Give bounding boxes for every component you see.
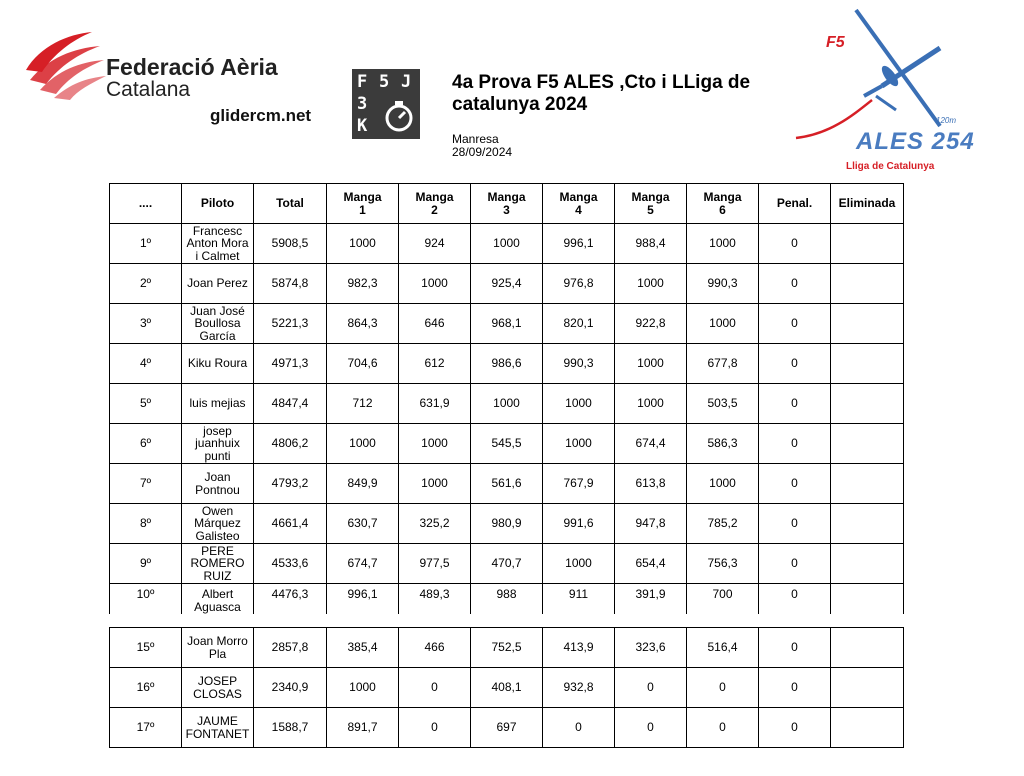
penalty-cell: 0: [759, 708, 831, 748]
manga-cell: 0: [615, 708, 687, 748]
column-header: Manga 1: [327, 184, 399, 224]
manga-cell: 503,5: [687, 384, 759, 424]
position-cell: 7º: [110, 464, 182, 504]
total-cell: 2340,9: [254, 668, 327, 708]
manga-cell: 586,3: [687, 424, 759, 464]
manga-cell: 654,4: [615, 544, 687, 584]
manga-cell: 1000: [615, 384, 687, 424]
position-cell: 16º: [110, 668, 182, 708]
manga-cell: 1000: [615, 344, 687, 384]
position-cell: 1º: [110, 224, 182, 264]
manga-cell: 674,4: [615, 424, 687, 464]
manga-cell: 1000: [471, 384, 543, 424]
manga-cell: 1000: [399, 464, 471, 504]
manga-cell: 704,6: [327, 344, 399, 384]
manga-cell: 1000: [327, 424, 399, 464]
venue-block: [452, 133, 512, 159]
position-cell: 8º: [110, 504, 182, 544]
manga-cell: 516,4: [687, 628, 759, 668]
manga-cell: 1000: [687, 304, 759, 344]
position-cell: 17º: [110, 708, 182, 748]
manga-cell: 325,2: [399, 504, 471, 544]
eliminated-cell: [831, 344, 904, 384]
manga-cell: 1000: [687, 224, 759, 264]
manga-cell: 976,8: [543, 264, 615, 304]
pilot-cell: Owen Márquez Galisteo: [182, 504, 254, 544]
manga-cell: 466: [399, 628, 471, 668]
position-cell: 15º: [110, 628, 182, 668]
manga-cell: 1000: [327, 224, 399, 264]
total-cell: 4661,4: [254, 504, 327, 544]
manga-cell: 545,5: [471, 424, 543, 464]
eliminated-cell: [831, 628, 904, 668]
table-row: [110, 344, 904, 384]
manga-cell: 408,1: [471, 668, 543, 708]
manga-cell: 0: [687, 708, 759, 748]
penalty-cell: 0: [759, 544, 831, 584]
eliminated-cell: [831, 544, 904, 584]
penalty-cell: 0: [759, 304, 831, 344]
eliminated-cell: [831, 224, 904, 264]
position-cell: 9º: [110, 544, 182, 584]
eliminated-cell: [831, 708, 904, 748]
pilot-cell: Joan Pontnou: [182, 464, 254, 504]
manga-cell: 0: [399, 708, 471, 748]
table-row: [110, 384, 904, 424]
badge-letter: K: [357, 116, 368, 136]
manga-cell: 712: [327, 384, 399, 424]
total-cell: 4847,4: [254, 384, 327, 424]
manga-cell: 977,5: [399, 544, 471, 584]
page-title: 4a Prova F5 ALES ,Cto i LLiga de catalunya 2024: [452, 72, 751, 115]
penalty-cell: 0: [759, 424, 831, 464]
manga-cell: 391,9: [615, 584, 687, 615]
manga-cell: 674,7: [327, 544, 399, 584]
eliminated-cell: [831, 464, 904, 504]
total-cell: 4806,2: [254, 424, 327, 464]
manga-cell: 996,1: [543, 224, 615, 264]
manga-cell: 1000: [399, 264, 471, 304]
manga-cell: 323,6: [615, 628, 687, 668]
pilot-cell: JAUME FONTANET: [182, 708, 254, 748]
badge-letter: 5: [379, 72, 390, 92]
penalty-cell: 0: [759, 264, 831, 304]
manga-cell: 1000: [543, 424, 615, 464]
manga-cell: 1000: [615, 264, 687, 304]
column-header: Penal.: [759, 184, 831, 224]
manga-cell: 785,2: [687, 504, 759, 544]
total-cell: 5874,8: [254, 264, 327, 304]
position-cell: 6º: [110, 424, 182, 464]
pilot-cell: PERE ROMERO RUIZ: [182, 544, 254, 584]
column-header: Manga 4: [543, 184, 615, 224]
manga-cell: 986,6: [471, 344, 543, 384]
manga-cell: 0: [615, 668, 687, 708]
table-row: [110, 628, 904, 668]
ales-class: F5: [826, 34, 845, 51]
badge-letter: 3: [357, 94, 368, 114]
table-row: [110, 464, 904, 504]
manga-cell: 756,3: [687, 544, 759, 584]
pilot-cell: Albert Aguasca: [182, 584, 254, 615]
manga-cell: 1000: [543, 544, 615, 584]
penalty-cell: 0: [759, 628, 831, 668]
manga-cell: 891,7: [327, 708, 399, 748]
ales-name: ALES 254: [856, 128, 975, 155]
total-cell: 4971,3: [254, 344, 327, 384]
column-header: Total: [254, 184, 327, 224]
total-cell: 4476,3: [254, 584, 327, 615]
pilot-cell: Francesc Anton Mora i Calmet: [182, 224, 254, 264]
total-cell: 5221,3: [254, 304, 327, 344]
manga-cell: 864,3: [327, 304, 399, 344]
pilot-cell: JOSEP CLOSAS: [182, 668, 254, 708]
eliminated-cell: [831, 504, 904, 544]
manga-cell: 767,9: [543, 464, 615, 504]
federation-logo: [20, 28, 320, 108]
results-table-continued: [109, 627, 904, 748]
total-cell: 5908,5: [254, 224, 327, 264]
manga-cell: 922,8: [615, 304, 687, 344]
manga-cell: 990,3: [543, 344, 615, 384]
table-row: [110, 584, 904, 615]
table-row: [110, 544, 904, 584]
eliminated-cell: [831, 304, 904, 344]
manga-cell: 1000: [399, 424, 471, 464]
penalty-cell: 0: [759, 464, 831, 504]
ales-logo: [790, 4, 975, 176]
manga-cell: 0: [687, 668, 759, 708]
manga-cell: 968,1: [471, 304, 543, 344]
eliminated-cell: [831, 264, 904, 304]
manga-cell: 980,9: [471, 504, 543, 544]
manga-cell: 613,8: [615, 464, 687, 504]
pilot-cell: josep juanhuix punti: [182, 424, 254, 464]
manga-cell: 996,1: [327, 584, 399, 615]
manga-cell: 990,3: [687, 264, 759, 304]
position-cell: 3º: [110, 304, 182, 344]
manga-cell: 1000: [543, 384, 615, 424]
location-text: Manresa: [452, 132, 499, 146]
penalty-cell: 0: [759, 504, 831, 544]
pilot-cell: Juan José Boullosa García: [182, 304, 254, 344]
badge-letter: J: [401, 72, 412, 92]
manga-cell: 697: [471, 708, 543, 748]
table-row: [110, 264, 904, 304]
manga-cell: 924: [399, 224, 471, 264]
position-cell: 2º: [110, 264, 182, 304]
eliminated-cell: [831, 384, 904, 424]
table-row: [110, 224, 904, 264]
manga-cell: 489,3: [399, 584, 471, 615]
manga-cell: 470,7: [471, 544, 543, 584]
manga-cell: 413,9: [543, 628, 615, 668]
manga-cell: 646: [399, 304, 471, 344]
total-cell: 2857,8: [254, 628, 327, 668]
total-cell: 4793,2: [254, 464, 327, 504]
table-row: [110, 424, 904, 464]
total-cell: 4533,6: [254, 544, 327, 584]
website-text: glidercm.net: [210, 106, 312, 125]
manga-cell: 925,4: [471, 264, 543, 304]
manga-cell: 820,1: [543, 304, 615, 344]
stopwatch-icon: [382, 99, 416, 133]
position-cell: 4º: [110, 344, 182, 384]
column-header: Manga 6: [687, 184, 759, 224]
manga-cell: 991,6: [543, 504, 615, 544]
manga-cell: 630,7: [327, 504, 399, 544]
manga-cell: 932,8: [543, 668, 615, 708]
total-cell: 1588,7: [254, 708, 327, 748]
wing-swoosh-icon: [20, 28, 110, 108]
table-row: [110, 708, 904, 748]
federation-name: Federació Aèria: [106, 54, 278, 80]
column-header: Eliminada: [831, 184, 904, 224]
table-row: [110, 304, 904, 344]
column-header: Piloto: [182, 184, 254, 224]
penalty-cell: 0: [759, 224, 831, 264]
manga-cell: 988: [471, 584, 543, 615]
table-row: [110, 668, 904, 708]
manga-cell: 0: [399, 668, 471, 708]
pilot-cell: Joan Morro Pla: [182, 628, 254, 668]
ales-size: 120m: [936, 116, 957, 125]
eliminated-cell: [831, 584, 904, 615]
table-row: [110, 504, 904, 544]
manga-cell: 612: [399, 344, 471, 384]
penalty-cell: 0: [759, 668, 831, 708]
manga-cell: 700: [687, 584, 759, 615]
results-table: [109, 183, 904, 614]
eliminated-cell: [831, 668, 904, 708]
column-header: Manga 5: [615, 184, 687, 224]
pilot-cell: Kiku Roura: [182, 344, 254, 384]
manga-cell: 631,9: [399, 384, 471, 424]
position-cell: 10º: [110, 584, 182, 615]
column-header: Manga 3: [471, 184, 543, 224]
manga-cell: 911: [543, 584, 615, 615]
ales-league: Lliga de Catalunya: [846, 161, 935, 172]
position-cell: 5º: [110, 384, 182, 424]
manga-cell: 561,6: [471, 464, 543, 504]
f5j-badge: [352, 69, 420, 139]
table-header-row: [110, 184, 904, 224]
manga-cell: 1000: [471, 224, 543, 264]
manga-cell: 1000: [687, 464, 759, 504]
manga-cell: 988,4: [615, 224, 687, 264]
manga-cell: 982,3: [327, 264, 399, 304]
manga-cell: 385,4: [327, 628, 399, 668]
pilot-cell: luis mejias: [182, 384, 254, 424]
pilot-cell: Joan Perez: [182, 264, 254, 304]
manga-cell: 947,8: [615, 504, 687, 544]
eliminated-cell: [831, 424, 904, 464]
badge-letter: F: [357, 72, 368, 92]
penalty-cell: 0: [759, 384, 831, 424]
column-header: Manga 2: [399, 184, 471, 224]
date-text: 28/09/2024: [452, 145, 513, 159]
manga-cell: 0: [543, 708, 615, 748]
manga-cell: 1000: [327, 668, 399, 708]
penalty-cell: 0: [759, 584, 831, 615]
penalty-cell: 0: [759, 344, 831, 384]
column-header: ....: [110, 184, 182, 224]
manga-cell: 849,9: [327, 464, 399, 504]
federation-region: Catalana: [106, 78, 191, 101]
manga-cell: 677,8: [687, 344, 759, 384]
manga-cell: 752,5: [471, 628, 543, 668]
